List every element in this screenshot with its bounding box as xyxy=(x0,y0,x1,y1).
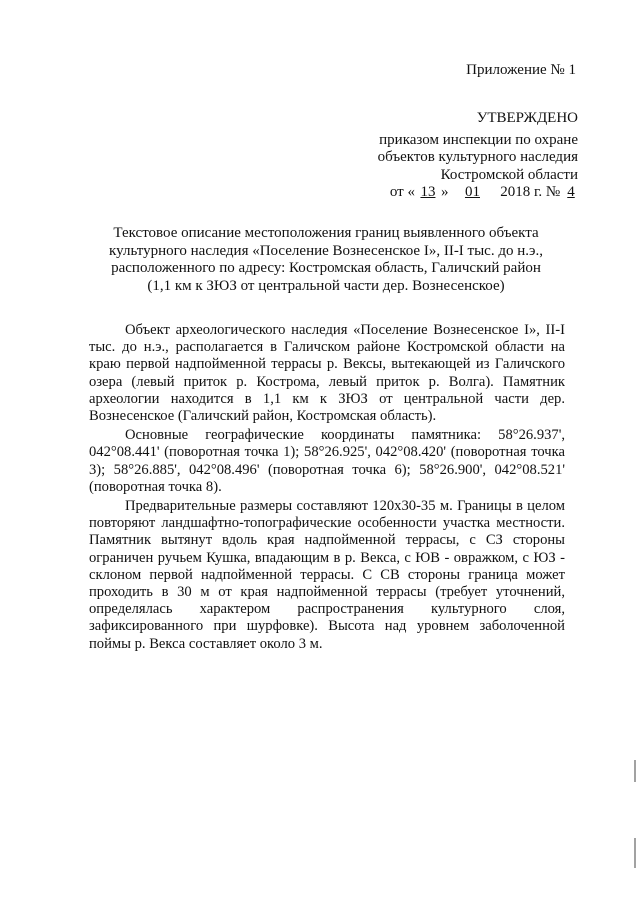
title-line-3: расположенного по адресу: Костромская область, Галичский район xyxy=(111,260,541,276)
title-line-2: культурного наследия «Поселение Вознесенское I», II-I тыс. до н.э., xyxy=(109,242,543,259)
order-day-close: » xyxy=(440,184,449,200)
paragraph-location: Объект археологического наследия «Поселение Вознесенское I», II-I тыс. до н.э., располагается в Галичском районе Костромской области на краю первой надпойменной террасы р. Вексы, вытекающей из Галичского озера (левый приток р. Кострома, левый приток р. Волга). Памятник археологии находится в 1,1 км к ЗЮЗ от центральной части дер. Вознесенское (Галичский район, Костромская область). xyxy=(89,322,565,425)
order-year: 2018 г. № xyxy=(500,184,561,200)
paragraph-dimensions: Предварительные размеры составляют 120х30-35 м. Границы в целом повторяют ландшафтно-топографические особенности участка местности. Памятник вытянут вдоль края надпойменной террасы, с СЗ стороны ограничен ручьем Кушка, впадающим в р. Векса, с ЮВ - овражком, с ЮЗ - склоном первой надпойменной террасы. С СВ стороны граница может проходить в 30 м от края надпойменной террасы (требует уточнений, определялась характером распространения культурного слоя, зафиксированного при шурфовке). Высота над уровнем заболоченной поймы р. Векса составляет около 3 м. xyxy=(89,498,565,652)
paragraph-coordinates: Основные географические координаты памятника: 58°26.937', 042°08.441' (поворотная точка 1); 58°26.925', 042°08.420' (поворотная точка 3); 58°26.885', 042°08.496' (поворотная точка 6); 58°26.900', 042°08.521' (поворотная точка 8). xyxy=(89,427,565,495)
scan-edge-mark xyxy=(634,760,636,782)
document-body xyxy=(89,322,565,655)
document-title xyxy=(106,225,546,295)
title-line-4: (1,1 км к ЗЮЗ от центральной части дер. Вознесенское) xyxy=(147,277,505,294)
title-line-1: Текстовое описание местоположения границ выявленного объекта xyxy=(113,225,539,241)
approval-line-1: приказом инспекции по охране xyxy=(379,131,578,148)
approval-line-3: Костромской области xyxy=(440,166,578,183)
order-day: 13 xyxy=(420,184,436,200)
order-month: 01 xyxy=(464,184,480,200)
approval-heading: УТВЕРЖДЕНО xyxy=(476,110,578,126)
order-number: 4 xyxy=(567,184,575,200)
order-prefix: от « xyxy=(389,184,415,200)
appendix-label: Приложение № 1 xyxy=(466,62,576,78)
approval-block xyxy=(278,110,578,202)
scan-edge-mark xyxy=(634,838,636,868)
order-date-line xyxy=(278,184,578,202)
approval-line-2: объектов культурного наследия xyxy=(377,149,578,165)
